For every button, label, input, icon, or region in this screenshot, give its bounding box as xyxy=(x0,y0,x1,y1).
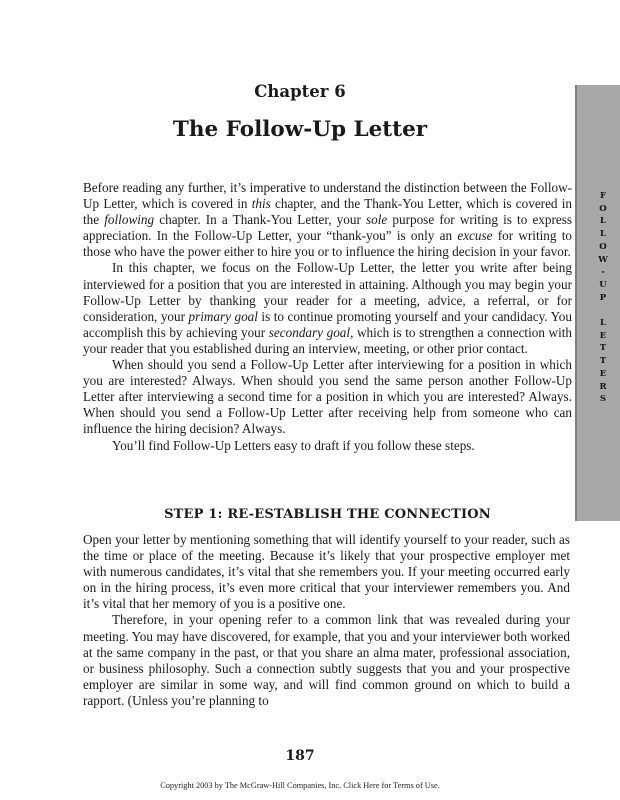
side-tab-letter: O xyxy=(599,203,607,214)
side-tab-letter: E xyxy=(599,368,607,379)
italic-text: secondary goal xyxy=(268,324,351,340)
chapter-label: Chapter 6 xyxy=(254,82,346,101)
side-tab-label xyxy=(583,190,620,406)
intro-body xyxy=(83,180,572,454)
paragraph: Open your letter by mentioning something that will identify yourself to your reader, such as the time or place of the meeting. Because it’s likely that your prospective employer met with numerous candidates, it’s vital that she remembers you. If your meeting occurred early on in the hiring process, it’s even more critical that your interviewer remembers you. And it’s vital that her memory of you is a positive one. xyxy=(83,532,570,612)
chapter-title: The Follow-Up Letter xyxy=(172,117,428,142)
side-tab-spacer xyxy=(597,304,609,317)
side-tab-letter: F xyxy=(599,191,607,201)
side-tab-letter: R xyxy=(599,381,607,392)
paragraph: You’ll find Follow-Up Letters easy to draft if you follow these steps. xyxy=(112,437,475,453)
side-tab-letter: - xyxy=(601,267,605,278)
side-tab-letter: L xyxy=(600,318,606,329)
paragraph: Before reading any further, it’s imperative to understand the distinction between the Follow-Up Letter, which is covered in this chapter, and the Thank-You Letter, which is covered in the following chapter. In a Thank-You Letter, your sole purpose for writing is to express appreciation. In the Follow-Up Letter, your “thank-you” is only an excuse for writing to those who have the power either to hire you or to influence the hiring decision in your favor. xyxy=(83,180,572,260)
italic-text: this xyxy=(251,196,271,212)
side-tab-letter: P xyxy=(599,292,607,303)
paragraph: When should you send a Follow-Up Letter after interviewing for a position in which you are interested? Always. When should you send the same person another Follow-Up Letter after interviewing a second time for a position in which you are interested? Always. When should you send a Follow-Up Letter after receiving help from someone who can influence the hiring decision? Always. xyxy=(83,357,572,437)
side-tab-letter: L xyxy=(600,216,606,227)
side-tab-letter: W xyxy=(598,254,608,265)
side-tab-letter: U xyxy=(599,279,607,290)
italic-text: primary goal xyxy=(188,308,258,324)
copyright-notice[interactable]: Copyright 2003 by The McGraw-Hill Companies, Inc. Click Here for Terms of Use. xyxy=(160,781,440,790)
side-tab-letter: T xyxy=(599,356,607,367)
side-tab-letter: O xyxy=(599,241,607,252)
page-number: 187 xyxy=(285,748,315,764)
side-tab-letter: S xyxy=(599,394,607,405)
italic-text: excuse xyxy=(457,228,493,244)
italic-text: following xyxy=(104,212,155,228)
section-heading: STEP 1: RE-ESTABLISH THE CONNECTION xyxy=(164,507,491,522)
side-tab-letter: E xyxy=(599,330,607,341)
side-tab-letter: T xyxy=(599,343,607,354)
paragraph: Therefore, in your opening refer to a common link that was revealed during your meeting. You may have discovered, for example, that you and your interviewer both worked at the same company in the past, or that you share an alma mater, professional association, or business philosophy. Such a connection subtly suggests that you and your prospective employer are similar in some way, and will find common ground on which to build a rapport. (Unless you’re planning to xyxy=(83,612,570,708)
italic-text: sole xyxy=(366,212,388,228)
step1-body xyxy=(83,532,570,709)
side-tab-letter: L xyxy=(600,229,606,240)
paragraph: In this chapter, we focus on the Follow-Up Letter, the letter you write after being interviewed for a position that you are interested in attaining. Although you may begin your Follow-Up Letter by thanking your reader for a meeting, advice, a referral, or for consideration, your primary goal is to continue promoting yourself and your candidacy. You accomplish this by achieving your secondary goal, which is to strengthen a connection with your reader that you established during an interview, meeting, or other prior contact. xyxy=(83,260,572,356)
